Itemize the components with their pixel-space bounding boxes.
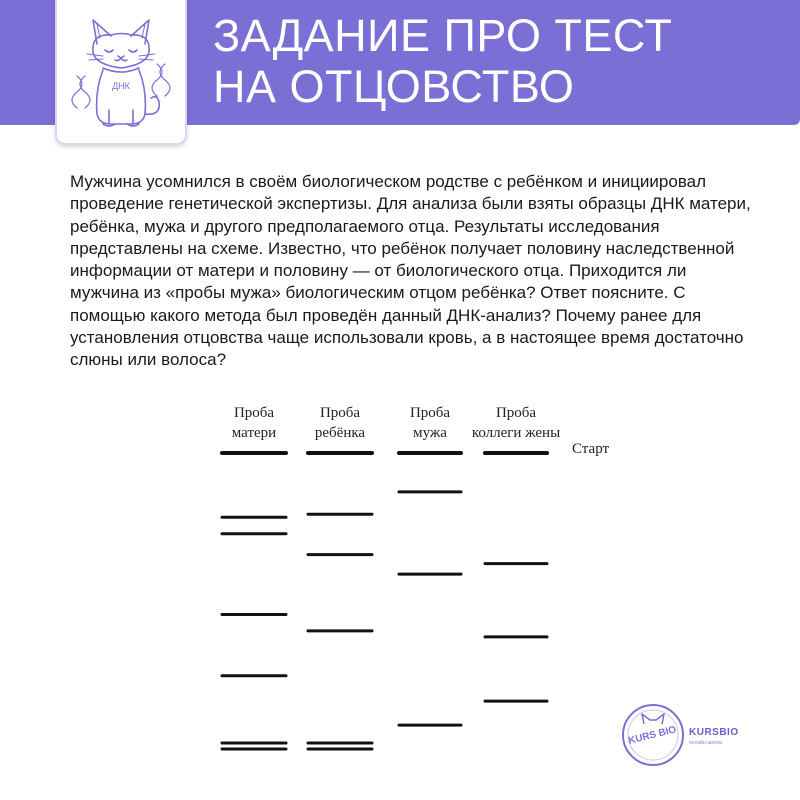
lane-label-2-line1: Проба bbox=[319, 405, 361, 421]
cat-dna-icon bbox=[63, 6, 179, 136]
title-line-2: НА ОТЦОВСТВО bbox=[213, 61, 575, 112]
logo-dna-label: ДНК bbox=[112, 81, 130, 91]
lane-label-4-line2: коллеги жены bbox=[471, 425, 561, 441]
brand-name: KURSBIO bbox=[689, 727, 739, 738]
kursbio-logo-icon bbox=[620, 702, 686, 768]
lane-label-2-line2: ребёнка bbox=[314, 425, 366, 441]
badge-text: KURS BIO bbox=[627, 724, 678, 747]
lane-label-3-line2: мужа bbox=[413, 425, 447, 441]
lane-label-1-line2: матери bbox=[231, 425, 277, 441]
page-title bbox=[213, 10, 793, 112]
lane-label-1-line1: Проба bbox=[233, 405, 275, 421]
start-label: Старт bbox=[572, 441, 610, 457]
lane-label-3-line1: Проба bbox=[409, 405, 451, 421]
cat-logo-card bbox=[55, 0, 187, 145]
title-line-1: ЗАДАНИЕ ПРО ТЕСТ bbox=[213, 10, 673, 61]
brand-subtitle: онлайн-школа bbox=[689, 740, 723, 746]
lane-label-4-line1: Проба bbox=[495, 405, 537, 421]
task-text: Мужчина усомнился в своём биологическом родстве с ребёнком и инициировал проведение генетической экспертизы. Для анализа были взяты образцы ДНК матери, ребёнка, мужа и другого предполагаемого отца. Результаты исследования представлены на схеме. Известно, что ребёнок получает половину наследственной информации от матери и половину — от биологического отца. Приходится ли мужчина из «пробы мужа» биологическим отцом ребёнка? Ответ поясните. С помощью какого метода был проведён данный ДНК-анализ? Почему ранее для установления отцовства чаще использовали кровь, а в настоящее время достаточно слюны или волоса? bbox=[70, 172, 751, 370]
